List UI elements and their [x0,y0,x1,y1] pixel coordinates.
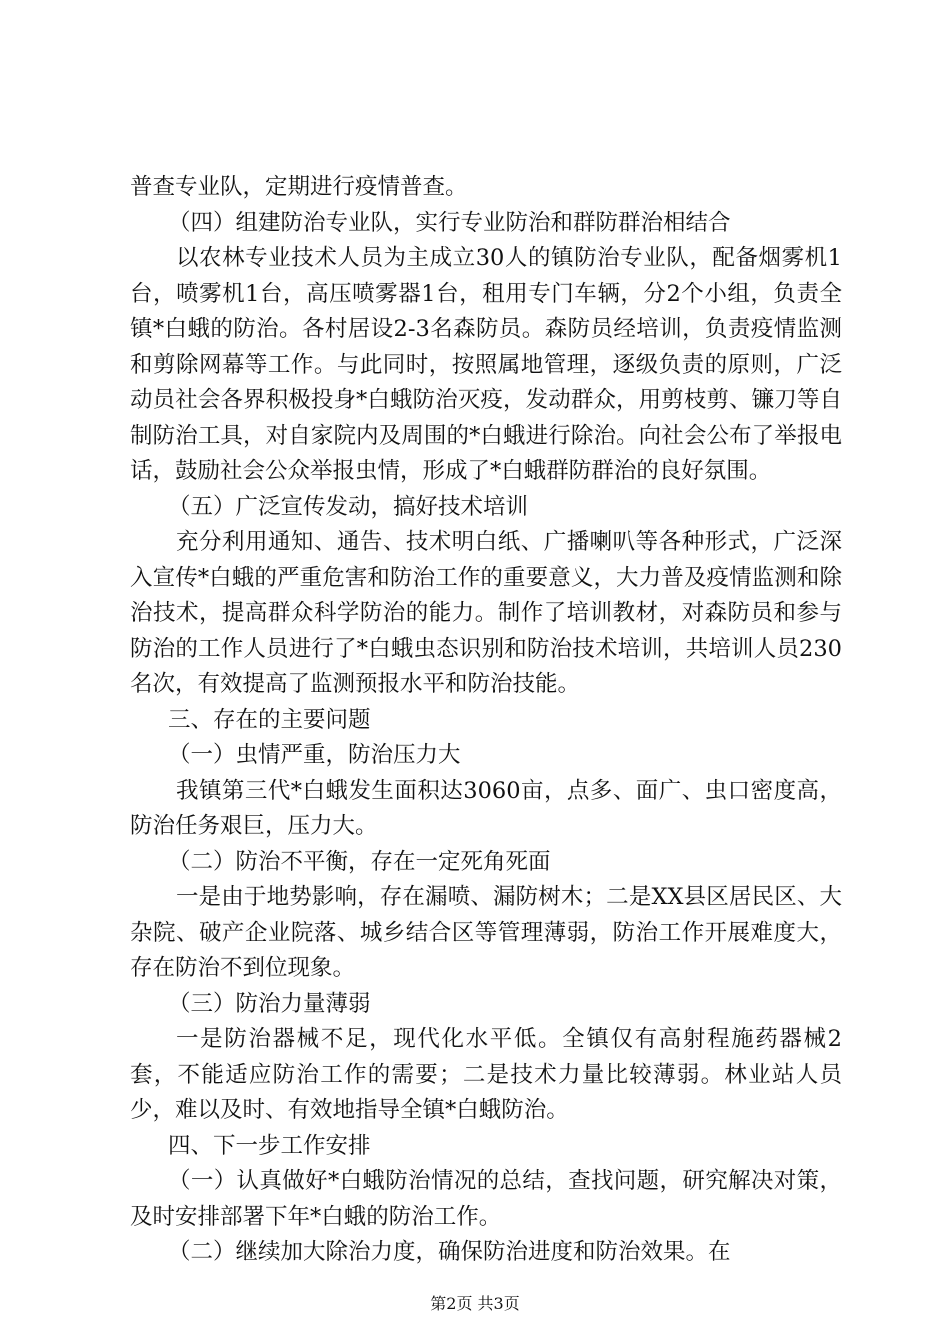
paragraph: （二）继续加大除治力度，确保防治进度和防治效果。在 [168,1239,731,1265]
paragraph: 一是由于地势影响，存在漏喷、漏防树木；二是XX县区居民区、大杂院、破产企业院落、城乡结合区等管理薄弱，防治工作开展难度大，存在防治不到位现象。 [130,884,842,981]
section-heading: （五）广泛宣传发动，搞好技术培训 [168,493,529,520]
section-heading: （二）防治不平衡，存在一定死角死面 [168,848,551,875]
paragraph: 普查专业队，定期进行疫情普查。 [130,174,468,200]
paragraph: 我镇第三代*白蛾发生面积达3060亩，点多、面广、虫口密度高，防治任务艰巨，压力大。 [130,777,842,839]
section-heading: （四）组建防治专业队，实行专业防治和群防群治相结合 [168,209,731,236]
paragraph: （一）认真做好*白蛾防治情况的总结，查找问题，研究解决对策，及时安排部署下年*白蛾的防治工作。 [130,1168,842,1230]
page-number-footer: 第2页 共3页 [430,1294,520,1313]
document-body [130,170,842,1271]
paragraph: 以农林专业技术人员为主成立30人的镇防治专业队，配备烟雾机1台，喷雾机1台，高压喷雾器1台，租用专门车辆，分2个小组，负责全镇*白蛾的防治。各村居设2-3名森防员。森防员经培训，负责疫情监测和剪除网幕等工作。与此同时，按照属地管理，逐级负责的原则，广泛动员社会各界积极投身*白蛾防治灭疫，发动群众，用剪枝剪、镰刀等自制防治工具，对自家院内及周围的*白蛾进行除治。向社会公布了举报电话，鼓励社会公众举报虫情，形成了*白蛾群防群治的良好氛围。 [130,245,842,484]
chapter-heading: 三、存在的主要问题 [168,706,371,733]
section-heading: （一）虫情严重，防治压力大 [168,742,461,768]
paragraph: 充分利用通知、通告、技术明白纸、广播喇叭等各种形式，广泛深入宣传*白蛾的严重危害和防治工作的重要意义，大力普及疫情监测和除治技术，提高群众科学防治的能力。制作了培训教材，对森防员和参与防治的工作人员进行了*白蛾虫态识别和防治技术培训，共培训人员230名次，有效提高了监测预报水平和防治技能。 [130,529,842,697]
section-heading: （三）防治力量薄弱 [168,990,371,1017]
chapter-heading: 四、下一步工作安排 [168,1132,371,1159]
paragraph: 一是防治器械不足，现代化水平低。全镇仅有高射程施药器械2套，不能适应防治工作的需要；二是技术力量比较薄弱。林业站人员少，难以及时、有效地指导全镇*白蛾防治。 [130,1026,842,1123]
